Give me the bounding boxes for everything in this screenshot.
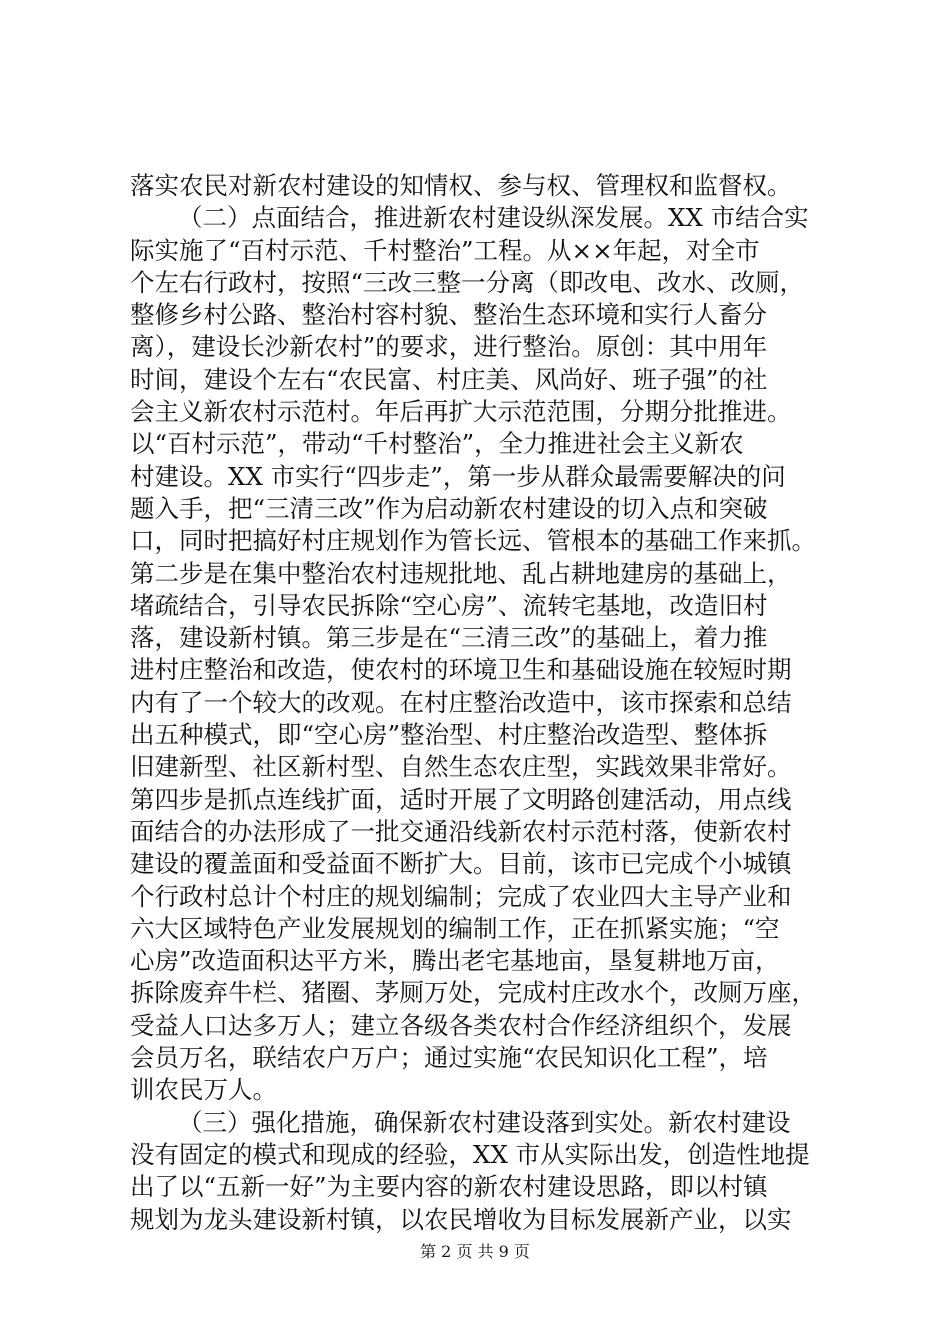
text-line: 题入手，把“三清三改”作为启动新农村建设的切入点和突破 <box>130 493 768 523</box>
text-line: 会员万名，联结农户万户；通过实施“农民知识化工程”，培 <box>130 1043 768 1073</box>
text-line: 时间，建设个左右“农民富、村庄美、风尚好、班子强”的社 <box>130 364 768 394</box>
text-line: 以“百村示范”，带动“千村整治”，全力推进社会主义新农 <box>130 429 744 459</box>
text-line: 六大区域特色产业发展规划的编制工作，正在抓紧实施；“空 <box>130 913 780 943</box>
text-line: 个行政村总计个村庄的规划编制；完成了农业四大主导产业和 <box>130 881 792 911</box>
text-line: 旧建新型、社区新村型、自然生态农庄型，实践效果非常好。 <box>130 752 792 782</box>
document-body <box>130 170 830 1236</box>
text-line: 进村庄整治和改造，使农村的环境卫生和基础设施在较短时期 <box>130 655 792 685</box>
paragraph-start-line: （二）点面结合，推进新农村建设纵深发展。XX 市结合实 <box>178 203 809 233</box>
text-line: 拆除废弃牛栏、猪圈、茅厕万处，完成村庄改水个，改厕万座， <box>130 978 816 1008</box>
text-line: 面结合的办法形成了一批交通沿线新农村示范村落，使新农村 <box>130 816 792 846</box>
text-line: 建设的覆盖面和受益面不断扩大。目前，该市已完成个小城镇 <box>130 849 792 879</box>
text-line: 受益人口达多万人；建立各级各类农村合作经济组织个，发展 <box>130 1010 792 1040</box>
text-line: 落实农民对新农村建设的知情权、参与权、管理权和监督权。 <box>130 171 792 200</box>
text-line: 出五种模式，即“空心房”整治型、村庄整治改造型、整体拆 <box>130 720 768 750</box>
paragraph-start-line: （三）强化措施，确保新农村建设落到实处。新农村建设 <box>178 1107 791 1137</box>
text-line: 落，建设新村镇。第三步是在“三清三改”的基础上，着力推 <box>130 623 768 653</box>
text-line: 训农民万人。 <box>130 1075 277 1105</box>
text-line: 际实施了“百村示范、千村整治”工程。从××年起，对全市 <box>130 235 760 265</box>
text-line: 内有了一个较大的改观。在村庄整治改造中，该市探索和总结 <box>130 687 792 717</box>
text-line: 离），建设长沙新农村”的要求，进行整治。原创：其中用年 <box>130 332 768 362</box>
text-line: 规划为龙头建设新村镇，以农民增收为目标发展新产业，以实 <box>130 1204 792 1234</box>
text-line: 第二步是在集中整治农村违规批地、乱占耕地建房的基础上， <box>130 558 792 588</box>
text-line: 心房”改造面积达平方米，腾出老宅基地亩，垦复耕地万亩， <box>130 946 780 976</box>
text-line: 堵疏结合，引导农民拆除“空心房”、流转宅基地，改造旧村 <box>130 590 768 620</box>
text-line: 口，同时把搞好村庄规划作为管长远、管根本的基础工作来抓。 <box>130 526 816 556</box>
text-line: 村建设。XX 市实行“四步走”，第一步从群众最需要解决的问 <box>130 461 786 491</box>
text-line: 没有固定的模式和现成的经验，XX 市从实际出发，创造性地提 <box>130 1139 810 1169</box>
page-number-footer: 第 2 页 共 9 页 <box>420 1242 530 1261</box>
text-line: 出了以“五新一好”为主要内容的新农村建设思路，即以村镇 <box>130 1172 768 1202</box>
text-line: 个左右行政村，按照“三改三整一分离（即改电、改水、改厕， <box>130 267 805 297</box>
text-line: 会主义新农村示范村。年后再扩大示范范围，分期分批推进。 <box>130 397 792 427</box>
text-line: 整修乡村公路、整治村容村貌、整治生态环境和实行人畜分 <box>130 300 767 330</box>
text-line: 第四步是抓点连线扩面，适时开展了文明路创建活动，用点线 <box>130 784 792 814</box>
